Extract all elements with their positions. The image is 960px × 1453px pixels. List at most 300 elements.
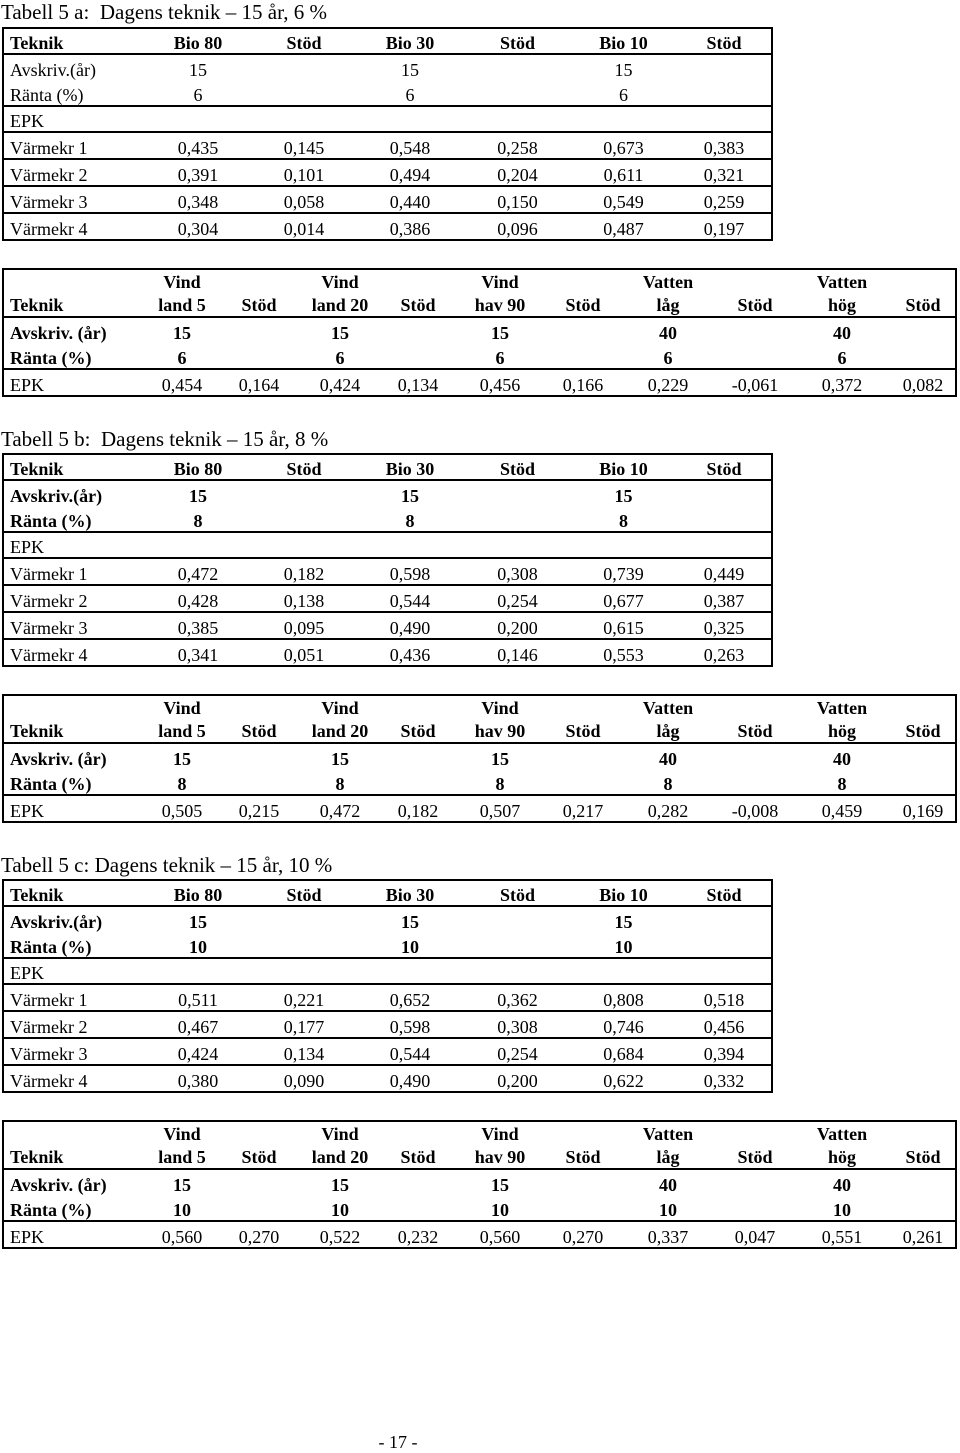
cell: 0,259 [677,186,772,213]
bio-table [2,879,773,1093]
header-cell: Stöd [677,28,772,54]
header-cell: land 20 [311,721,369,741]
row-label: Värmekr 4 [3,213,143,240]
row-label: Ränta (%) [3,343,143,369]
cell: 0,096 [465,213,570,240]
cell: 0,258 [465,132,570,159]
header-cell: land 5 [158,721,206,741]
cell: 15 [453,743,547,769]
avskriv-row [3,1169,956,1195]
row-label: Värmekr 3 [3,612,143,639]
cell: 0,386 [355,213,465,240]
cell: 0,217 [547,795,619,822]
header-cell: Vind [453,1121,547,1145]
table-row [3,612,772,639]
cell: 6 [177,348,187,368]
cell: 0,146 [465,639,570,666]
table-title: Tabell 5 b: Dagens teknik – 15 år, 8 % [1,427,329,451]
cell: 0,560 [143,1221,221,1248]
header-cell [891,269,956,293]
row-label: Ränta (%) [3,1195,143,1221]
row-label: EPK [3,106,143,132]
header-cell [891,695,956,719]
wind-header-bottom-row [3,293,956,317]
row-label: Ränta (%) [3,506,143,532]
row-label: Ränta (%) [3,80,143,106]
header-cell: Bio 80 [143,28,253,54]
cell: 15 [570,54,677,80]
cell: 0,058 [253,186,355,213]
header-cell: hav 90 [474,295,526,315]
header-cell: Bio 30 [355,880,465,906]
cell: 0,440 [355,186,465,213]
cell: 8 [177,774,187,794]
cell: 0,490 [355,1065,465,1092]
cell: 15 [355,906,465,932]
cell: 0,362 [465,984,570,1011]
cell: 0,372 [793,369,891,396]
header-cell: hav 90 [474,721,526,741]
cell: 0,518 [677,984,772,1011]
header-cell: Stöd [465,880,570,906]
row-label: EPK [3,369,143,396]
cell: 15 [355,54,465,80]
header-cell: Stöd [677,880,772,906]
header-cell: Vind [143,695,221,719]
cell: 8 [663,774,673,794]
cell: 0,490 [355,612,465,639]
cell: 0,182 [383,795,453,822]
row-label: EPK [3,1221,143,1248]
cell: 8 [335,774,345,794]
cell: 0,598 [355,1011,465,1038]
cell: 0,380 [143,1065,253,1092]
cell: 0,177 [253,1011,355,1038]
header-cell [891,1121,956,1145]
header-cell [3,1121,143,1145]
header-cell: Bio 80 [143,454,253,480]
header-cell: Bio 10 [570,454,677,480]
cell: 0,436 [355,639,465,666]
wind-header-top-row [3,1121,956,1145]
cell: 0,095 [253,612,355,639]
header-cell [221,269,297,293]
cell: 40 [793,1169,891,1195]
header-cell: hög [827,295,856,315]
table-row [3,984,772,1011]
header-cell: Teknik [3,293,143,317]
cell: 0,551 [793,1221,891,1248]
header-cell: Stöd [737,295,773,315]
row-label: Avskriv. (år) [3,317,143,343]
ranta-row [3,1195,956,1221]
header-cell: låg [656,295,680,315]
cell: 15 [143,54,253,80]
cell: 0,229 [619,369,717,396]
header-cell: låg [656,1147,680,1167]
cell: 0,435 [143,132,253,159]
cell: 15 [297,317,383,343]
cell: 0,138 [253,585,355,612]
header-cell: Stöd [891,293,956,317]
header-cell: Vind [297,695,383,719]
cell: 8 [837,774,847,794]
header-cell: Stöd [891,1145,956,1169]
avskriv-row [3,480,772,506]
header-cell: Vatten [619,1121,717,1145]
header-cell: Vind [453,269,547,293]
header-cell: Teknik [3,719,143,743]
header-cell: hav 90 [474,1147,526,1167]
cell: 0,522 [297,1221,383,1248]
bio-table [2,453,773,667]
cell: 6 [335,348,345,368]
table-row [3,585,772,612]
header-cell [3,269,143,293]
cell: 0,204 [465,159,570,186]
avskriv-row [3,906,772,932]
cell: 6 [405,85,415,105]
cell: 0,308 [465,558,570,585]
header-cell: land 20 [311,1147,369,1167]
cell: 0,215 [221,795,297,822]
cell: 6 [495,348,505,368]
header-cell: Bio 10 [570,28,677,54]
table-row [3,558,772,585]
row-label: Värmekr 3 [3,186,143,213]
cell: 0,200 [465,612,570,639]
cell: 15 [453,1169,547,1195]
cell: 10 [401,937,419,957]
header-cell: Vatten [793,1121,891,1145]
cell: 0,507 [453,795,547,822]
cell: 0,387 [677,585,772,612]
header-cell [383,695,453,719]
epk-row [3,369,956,396]
cell: 0,263 [677,639,772,666]
header-cell: Teknik [3,880,143,906]
row-label: Ränta (%) [3,769,143,795]
header-cell: hög [827,721,856,741]
header-cell: Stöd [241,721,277,741]
cell: 10 [189,937,207,957]
header-cell: Vind [143,269,221,293]
wind-header-top-row [3,269,956,293]
cell: 10 [614,937,633,957]
header-cell: hög [827,1147,856,1167]
table-row [3,1065,772,1092]
header-cell: Stöd [465,28,570,54]
header-cell: Vind [453,695,547,719]
cell: 0,677 [570,585,677,612]
header-cell: Teknik [3,1145,143,1169]
header-cell [383,269,453,293]
row-label: EPK [3,795,143,822]
cell: 0,428 [143,585,253,612]
cell: 40 [793,743,891,769]
cell: 0,746 [570,1011,677,1038]
header-cell [547,1121,619,1145]
row-label: Värmekr 2 [3,159,143,186]
cell: 15 [143,906,253,932]
cell: 0,282 [619,795,717,822]
cell: 0,348 [143,186,253,213]
cell: 0,134 [383,369,453,396]
avskriv-row [3,54,772,80]
row-label: Värmekr 4 [3,1065,143,1092]
cell: 0,449 [677,558,772,585]
table-title: Tabell 5 c: Dagens teknik – 15 år, 10 % [1,853,333,877]
header-cell: Vatten [619,695,717,719]
cell: 0,511 [143,984,253,1011]
cell: 0,145 [253,132,355,159]
cell: 0,598 [355,558,465,585]
row-label: Värmekr 1 [3,132,143,159]
cell: 0,385 [143,612,253,639]
epk-row [3,532,772,558]
header-cell: Stöd [465,454,570,480]
cell: 10 [659,1200,677,1220]
header-cell: Stöd [677,454,772,480]
cell: 0,197 [677,213,772,240]
table-row [3,213,772,240]
header-cell: Stöd [565,721,601,741]
header-cell: Vatten [619,269,717,293]
cell: 40 [619,743,717,769]
cell: 0,304 [143,213,253,240]
header-cell: Vind [297,1121,383,1145]
cell: 15 [570,906,677,932]
cell: 15 [143,1169,221,1195]
row-label: Värmekr 1 [3,558,143,585]
page-number: - 17 - [378,1432,418,1452]
ranta-row [3,769,956,795]
cell: 6 [619,85,628,105]
cell: 10 [833,1200,851,1220]
cell: 0,200 [465,1065,570,1092]
cell: 6 [193,85,203,105]
cell: 0,472 [297,795,383,822]
epk-row [3,106,772,132]
header-cell [717,269,793,293]
header-cell: Teknik [3,454,143,480]
header-cell: Stöd [253,454,355,480]
header-cell [717,1121,793,1145]
wind-header-bottom-row [3,1145,956,1169]
bio-header-row [3,880,772,906]
wind-water-table [2,1120,957,1249]
row-label: Värmekr 4 [3,639,143,666]
cell: -0,061 [717,369,793,396]
header-cell [221,1121,297,1145]
cell: 0,424 [143,1038,253,1065]
cell: 0,321 [677,159,772,186]
header-cell: land 5 [158,1147,206,1167]
cell: 0,394 [677,1038,772,1065]
header-cell: Stöd [400,721,436,741]
cell: 0,548 [355,132,465,159]
cell: 8 [405,511,415,531]
cell: 0,467 [143,1011,253,1038]
header-cell: Bio 10 [570,880,677,906]
cell: 0,082 [891,369,956,396]
cell: 0,472 [143,558,253,585]
cell: 0,487 [570,213,677,240]
cell: 0,456 [677,1011,772,1038]
cell: 0,615 [570,612,677,639]
wind-water-table [2,694,957,823]
cell: 0,332 [677,1065,772,1092]
cell: 0,553 [570,639,677,666]
header-cell [3,695,143,719]
wind-header-bottom-row [3,719,956,743]
table-row [3,186,772,213]
cell: 40 [619,1169,717,1195]
cell: 10 [331,1200,349,1220]
cell: 15 [143,480,253,506]
header-cell [717,695,793,719]
cell: 8 [495,774,505,794]
cell: 0,459 [793,795,891,822]
cell: 0,383 [677,132,772,159]
cell: 0,150 [465,186,570,213]
cell: 0,166 [547,369,619,396]
table-row [3,159,772,186]
cell: 15 [143,743,221,769]
row-label: Värmekr 1 [3,984,143,1011]
cell: 0,494 [355,159,465,186]
cell: 0,622 [570,1065,677,1092]
cell: 10 [173,1200,191,1220]
header-cell [547,695,619,719]
header-cell: Vind [297,269,383,293]
cell: 0,341 [143,639,253,666]
cell: 0,560 [453,1221,547,1248]
header-cell: Stöd [400,295,436,315]
row-label: Värmekr 3 [3,1038,143,1065]
cell: 0,254 [465,1038,570,1065]
header-cell: Stöd [565,1147,601,1167]
table-row [3,1011,772,1038]
cell: 0,505 [143,795,221,822]
header-cell: Stöd [253,880,355,906]
cell: 0,090 [253,1065,355,1092]
header-cell: Bio 80 [143,880,253,906]
cell: 0,454 [143,369,221,396]
table-row [3,132,772,159]
cell: 0,047 [717,1221,793,1248]
row-label: Avskriv.(år) [3,906,143,932]
cell: 15 [143,317,221,343]
cell: 0,169 [891,795,956,822]
cell: 0,308 [465,1011,570,1038]
cell: 0,684 [570,1038,677,1065]
header-cell: Stöd [400,1147,436,1167]
row-label: EPK [3,958,143,984]
ranta-row [3,932,772,958]
cell: 15 [570,480,677,506]
cell: 0,014 [253,213,355,240]
cell: 0,232 [383,1221,453,1248]
table-title: Tabell 5 a: Dagens teknik – 15 år, 6 % [1,0,328,24]
header-cell: Vatten [793,695,891,719]
cell: 0,739 [570,558,677,585]
cell: 0,391 [143,159,253,186]
ranta-row [3,80,772,106]
header-cell: land 20 [311,295,369,315]
header-cell: Teknik [3,28,143,54]
avskriv-row [3,743,956,769]
cell: 0,808 [570,984,677,1011]
header-cell: land 5 [158,295,206,315]
table-row [3,1038,772,1065]
cell: 0,544 [355,585,465,612]
cell: 0,325 [677,612,772,639]
cell: 0,611 [570,159,677,186]
cell: 0,673 [570,132,677,159]
avskriv-row [3,317,956,343]
cell: 0,544 [355,1038,465,1065]
cell: 15 [297,743,383,769]
cell: 8 [619,511,628,531]
ranta-row [3,506,772,532]
cell: 0,652 [355,984,465,1011]
cell: 0,164 [221,369,297,396]
cell: 0,134 [253,1038,355,1065]
cell: -0,008 [717,795,793,822]
header-cell [221,695,297,719]
wind-water-table [2,268,957,397]
header-cell: Stöd [241,295,277,315]
cell: 15 [355,480,465,506]
cell: 40 [619,317,717,343]
header-cell: Stöd [891,719,956,743]
cell: 0,051 [253,639,355,666]
row-label: Avskriv.(år) [3,480,143,506]
cell: 0,456 [453,369,547,396]
row-label: Värmekr 2 [3,585,143,612]
cell: 0,270 [221,1221,297,1248]
cell: 0,254 [465,585,570,612]
header-cell: låg [656,721,680,741]
row-label: Avskriv.(år) [3,54,143,80]
epk-row [3,795,956,822]
cell: 6 [837,348,847,368]
cell: 8 [193,511,203,531]
wind-header-top-row [3,695,956,719]
bio-table [2,27,773,241]
cell: 0,182 [253,558,355,585]
cell: 0,261 [891,1221,956,1248]
epk-row [3,958,772,984]
header-cell: Vind [143,1121,221,1145]
header-cell: Stöd [737,721,773,741]
row-label: EPK [3,532,143,558]
cell: 6 [663,348,673,368]
row-label: Avskriv. (år) [3,743,143,769]
row-label: Värmekr 2 [3,1011,143,1038]
cell: 15 [297,1169,383,1195]
header-cell: Bio 30 [355,28,465,54]
header-cell: Stöd [565,295,601,315]
cell: 0,221 [253,984,355,1011]
epk-row [3,1221,956,1248]
header-cell [383,1121,453,1145]
bio-header-row [3,454,772,480]
header-cell: Stöd [241,1147,277,1167]
header-cell: Stöd [253,28,355,54]
cell: 0,424 [297,369,383,396]
